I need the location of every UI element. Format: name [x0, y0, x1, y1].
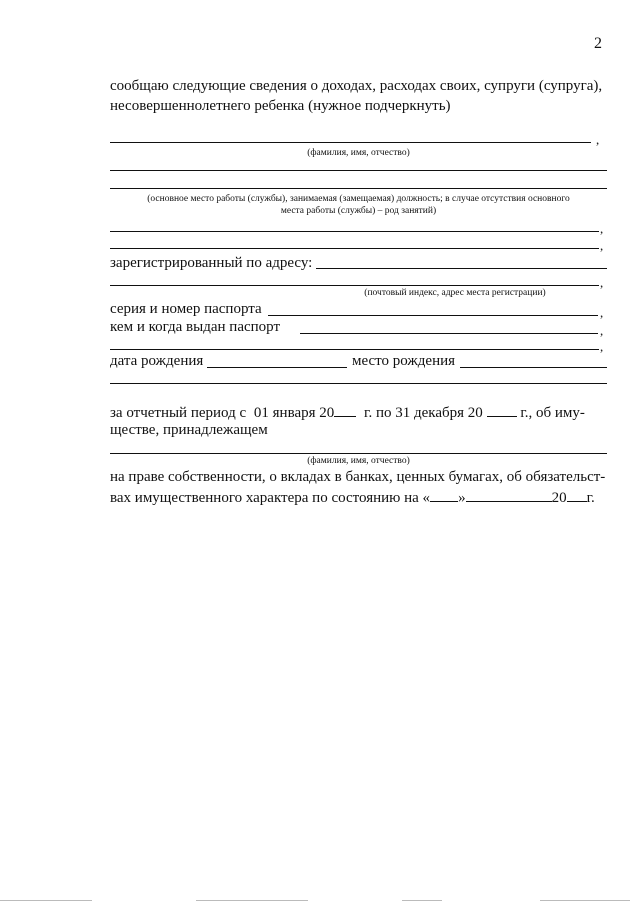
- period-text-a: за отчетный период с: [110, 405, 247, 421]
- intro-line-2: несовершеннолетнего ребенка (нужное подчеркнуть): [110, 98, 451, 114]
- passport-issued-label: кем и когда выдан паспорт: [110, 319, 281, 335]
- period-text-b: 01 января 20: [253, 405, 335, 421]
- ownership-line-2: [110, 487, 595, 508]
- period-text-c: г. по 31 декабря 20: [364, 405, 483, 421]
- work-comma-3: ,: [600, 221, 604, 236]
- work-blank-line-4[interactable]: [110, 248, 599, 249]
- passport-series-comma: ,: [600, 305, 604, 320]
- ownership-text-b: »: [458, 490, 466, 506]
- address-comma: ,: [600, 275, 604, 290]
- scan-artifact-line: [540, 900, 630, 901]
- registered-address-label: зарегистрированный по адресу:: [110, 255, 313, 271]
- ownership-day-field[interactable]: [430, 487, 458, 502]
- ownership-text-c: 20: [551, 490, 567, 506]
- scan-artifact-line: [402, 900, 442, 901]
- owner-fio-field[interactable]: [110, 453, 607, 454]
- period-start-year-field[interactable]: [334, 402, 356, 417]
- ownership-text-a: вах имущественного характера по состоянию на «: [110, 490, 431, 506]
- fio-comma: ,: [596, 132, 600, 147]
- work-caption-line-1: (основное место работы (службы), занимаемая (замещаемая) должность; в случае отсутствия основного: [147, 194, 570, 204]
- address-blank-line[interactable]: [110, 285, 599, 286]
- ownership-month-field[interactable]: [466, 487, 552, 502]
- scan-artifact-line: [196, 900, 308, 901]
- period-line-2: ществе, принадлежащем: [110, 422, 268, 438]
- birth-blank-line[interactable]: [110, 383, 607, 384]
- work-blank-line-3[interactable]: [110, 231, 599, 232]
- birth-place-field[interactable]: [460, 367, 607, 368]
- period-line-1: [110, 402, 585, 423]
- postal-caption: (почтовый индекс, адрес места регистрации): [364, 288, 546, 298]
- scan-artifact-line: [0, 900, 92, 901]
- intro-line-1: сообщаю следующие сведения о доходах, расходах своих, супруги (супруга),: [110, 78, 603, 94]
- owner-fio-caption: (фамилия, имя, отчество): [307, 456, 410, 466]
- birth-place-label: место рождения: [352, 353, 456, 369]
- passport-blank-line[interactable]: [110, 349, 599, 350]
- passport-issued-field[interactable]: [300, 333, 598, 334]
- registered-address-field[interactable]: [316, 268, 607, 269]
- ownership-year-field[interactable]: [567, 487, 587, 502]
- work-blank-line-1[interactable]: [110, 170, 607, 171]
- fio-blank-line[interactable]: [110, 142, 591, 143]
- ownership-text-d: г.: [586, 490, 595, 506]
- birth-date-field[interactable]: [207, 367, 347, 368]
- passport-issued-comma: ,: [600, 323, 604, 338]
- page-number: 2: [594, 35, 602, 52]
- birth-date-label: дата рождения: [110, 353, 204, 369]
- work-comma-4: ,: [600, 238, 604, 253]
- work-blank-line-2[interactable]: [110, 188, 607, 189]
- work-caption-line-2: места работы (службы) – род занятий): [280, 206, 437, 216]
- passport-series-field[interactable]: [268, 315, 598, 316]
- period-text-d: г., об иму-: [520, 405, 585, 421]
- period-end-year-field[interactable]: [487, 402, 517, 417]
- passport-blank-comma: ,: [600, 339, 604, 354]
- ownership-line-1: на праве собственности, о вкладах в банках, ценных бумагах, об обязательст-: [110, 469, 606, 485]
- fio-caption: (фамилия, имя, отчество): [307, 148, 410, 158]
- passport-series-label: серия и номер паспорта: [110, 301, 262, 317]
